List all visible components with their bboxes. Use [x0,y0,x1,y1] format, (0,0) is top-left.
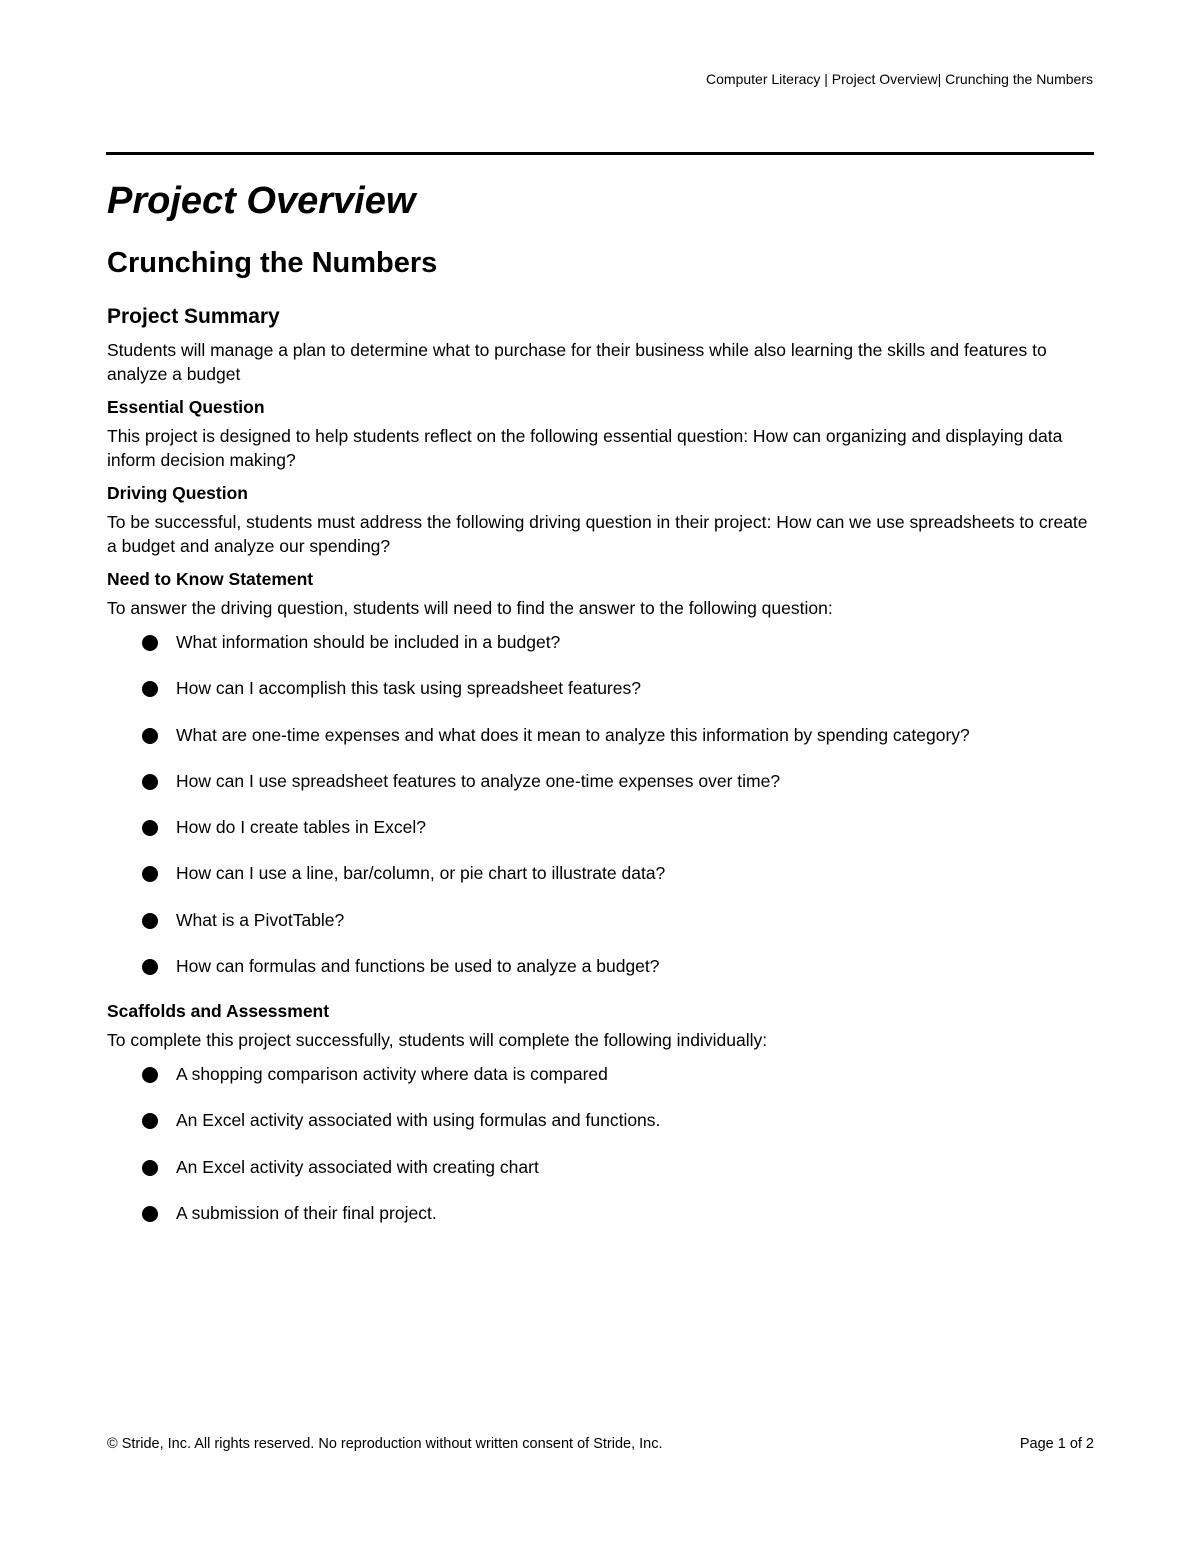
need-to-know-heading: Need to Know Statement [107,569,314,589]
list-item [107,769,1094,793]
project-summary-text: Students will manage a plan to determine what to purchase for their business while also learning the skills and features to analyze a budget [107,340,1047,384]
list-item-text: A submission of their final project. [176,1202,437,1223]
list-item-text: How do I create tables in Excel? [176,817,426,838]
list-item [107,815,1094,839]
scaffolds-text: To complete this project successfully, students will complete the following individually: [107,1030,768,1051]
need-to-know-text: To answer the driving question, students will need to find the answer to the following question: [107,598,833,618]
essential-question-text: This project is designed to help students reflect on the following essential question: How can organizing and displaying data inform decision making? [107,426,1063,470]
list-item [107,630,1094,654]
list-item-text: An Excel activity associated with creating chart [176,1156,539,1177]
bullet-icon [142,1067,158,1083]
list-item-text: How can I accomplish this task using spreadsheet features? [176,678,641,699]
list-item [107,861,1094,885]
list-item-text: An Excel activity associated with using formulas and functions. [176,1110,661,1131]
list-item-text: What are one-time expenses and what does it mean to analyze this information by spending category? [176,724,970,745]
scaffolds-heading: Scaffolds and Assessment [107,1001,330,1022]
bullet-icon [142,681,158,697]
list-item-text: How can I use a line, bar/column, or pie chart to illustrate data? [176,863,666,884]
document-body [107,178,1094,1225]
bullet-icon [142,1160,158,1176]
list-item [107,1062,1094,1086]
bullet-icon [142,820,158,836]
page-number: Page 1 of 2 [1019,1436,1094,1452]
running-header: Computer Literacy | Project Overview| Crunching the Numbers [706,71,1093,87]
bullet-icon [142,774,158,790]
need-to-know-list [107,630,1094,978]
bullet-icon [142,728,158,744]
essential-question-heading: Essential Question [107,397,265,417]
bullet-icon [142,1206,158,1222]
list-item [107,676,1094,700]
bullet-icon [142,959,158,975]
bullet-icon [142,913,158,929]
bullet-icon [142,635,158,651]
list-item-text: How can I use spreadsheet features to analyze one-time expenses over time? [176,770,781,791]
list-item-text: What information should be included in a budget? [176,632,561,652]
list-item-text: What is a PivotTable? [176,909,345,930]
project-name: Crunching the Numbers [107,247,438,279]
project-summary-heading: Project Summary [107,305,280,328]
list-item-text: How can formulas and functions be used to analyze a budget? [176,956,660,977]
list-item-text: A shopping comparison activity where data is compared [176,1064,608,1085]
driving-question-text: To be successful, students must address the following driving question in their project: How can we use spreadsheets to create a budget and analyze our spending? [107,512,1088,556]
driving-question-heading: Driving Question [107,483,248,503]
list-item [107,954,1094,978]
list-item [107,723,1094,747]
list-item [107,1201,1094,1225]
copyright-notice: © Stride, Inc. All rights reserved. No reproduction without written consent of Stride, Inc. [107,1436,663,1452]
bullet-icon [142,866,158,882]
list-item [107,1155,1094,1179]
list-item [107,1108,1094,1132]
bullet-icon [142,1113,158,1129]
page-title: Project Overview [107,180,416,222]
list-item [107,908,1094,932]
scaffolds-list [107,1062,1094,1225]
header-divider [106,152,1094,155]
